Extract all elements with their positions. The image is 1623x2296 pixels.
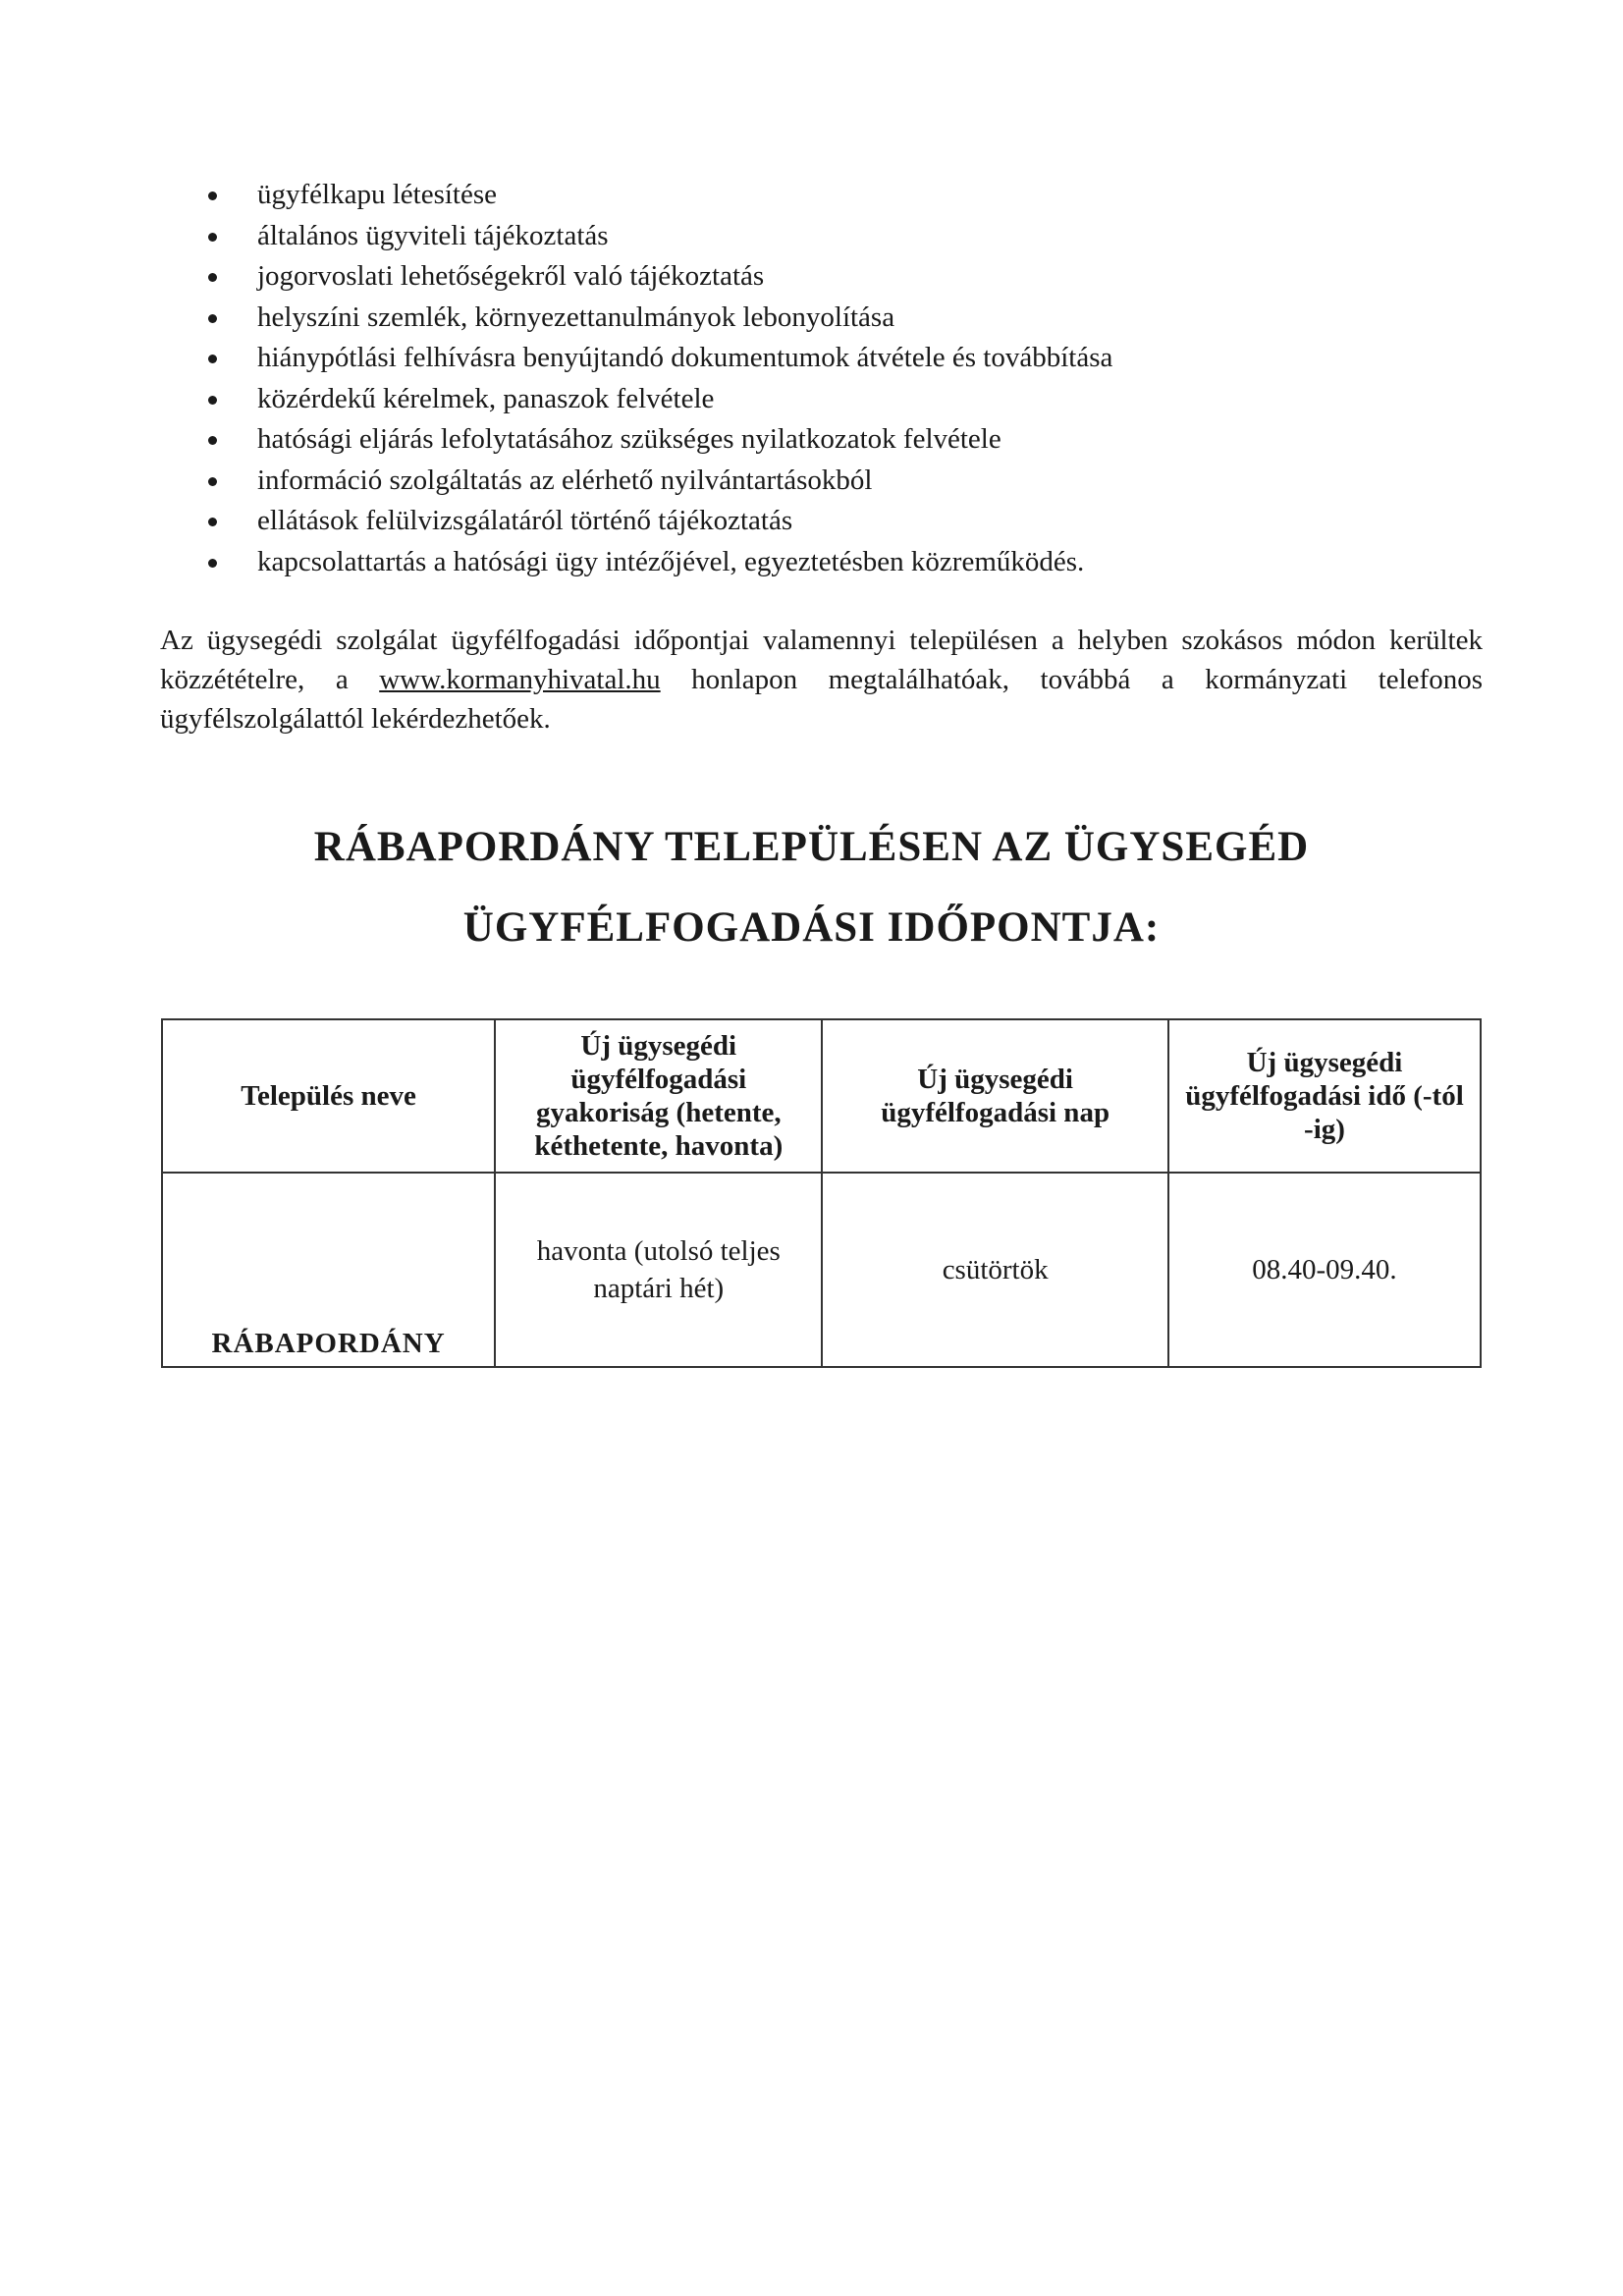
header-frequency: Új ügysegédi ügyfélfogadási gyakoriság (hetente, kéthetente, havonta) [495,1019,822,1173]
list-item [208,461,1112,502]
table-header-row [162,1019,1481,1173]
section-title-line-2: ÜGYFÉLFOGADÁSI IDŐPONTJA: [462,904,1161,951]
list-item-text: hiánypótlási felhívásra benyújtandó dokumentumok átvétele és továbbítása [257,342,1113,373]
bullet-icon [208,559,217,568]
header-day: Új ügysegédi ügyfélfogadási nap [822,1019,1168,1173]
list-item-text: információ szolgáltatás az elérhető nyilvántartásokból [257,464,873,496]
list-item [208,501,1112,542]
cell-frequency: havonta (utolsó teljes naptári hét) [495,1173,822,1367]
paragraph-text-start: Az ügysegédi szolgálat ügyfélfogadási időpontjai valamennyi településen a helyben szokásos módon kerültek közzétételre, a [160,625,1483,695]
service-list [208,175,1112,582]
section-title-line-1: RÁBAPORDÁNY TELEPÜLÉSEN AZ ÜGYSEGÉD [313,824,1310,870]
list-item [208,298,1112,339]
bullet-icon [208,396,217,405]
cell-settlement-name: RÁBAPORDÁNY [162,1173,495,1367]
bullet-icon [208,436,217,445]
bullet-icon [208,518,217,526]
bullet-icon [208,477,217,486]
bullet-icon [208,191,217,200]
list-item-text: általános ügyviteli tájékoztatás [257,219,609,251]
cell-time: 08.40-09.40. [1168,1173,1481,1367]
list-item-text: közérdekű kérelmek, panaszok felvétele [257,382,715,414]
list-item-text: jogorvoslati lehetőségekről való tájékoztatás [257,260,765,292]
header-settlement-name: Település neve [162,1019,495,1173]
list-item [208,175,1112,216]
info-paragraph [160,621,1483,738]
list-item [208,419,1112,461]
list-item [208,216,1112,257]
list-item-text: ellátások felülvizsgálatáról történő tájékoztatás [257,505,793,536]
list-item [208,542,1112,583]
list-item-text: helyszíni szemlék, környezettanulmányok lebonyolítása [257,301,895,333]
bullet-icon [208,273,217,282]
list-item-text: ügyfélkapu létesítése [257,179,497,210]
header-time: Új ügysegédi ügyfélfogadási idő (-tól -ig) [1168,1019,1481,1173]
bullet-icon [208,355,217,363]
cell-day: csütörtök [822,1173,1168,1367]
list-item-text: kapcsolattartás a hatósági ügy intézőjével, egyeztetésben közreműködés. [257,545,1085,577]
bullet-icon [208,314,217,323]
table-row [162,1173,1481,1367]
bullet-icon [208,233,217,242]
website-link[interactable]: www.kormanyhivatal.hu [379,664,661,695]
list-item [208,256,1112,298]
list-item [208,379,1112,420]
schedule-table [161,1018,1482,1368]
list-item-text: hatósági eljárás lefolytatásához szükséges nyilatkozatok felvétele [257,423,1001,455]
paragraph-text-end: honlapon megtalálhatóak, továbbá a kormányzati telefonos ügyfélszolgálattól lekérdezhetőek. [160,664,1483,735]
list-item [208,338,1112,379]
